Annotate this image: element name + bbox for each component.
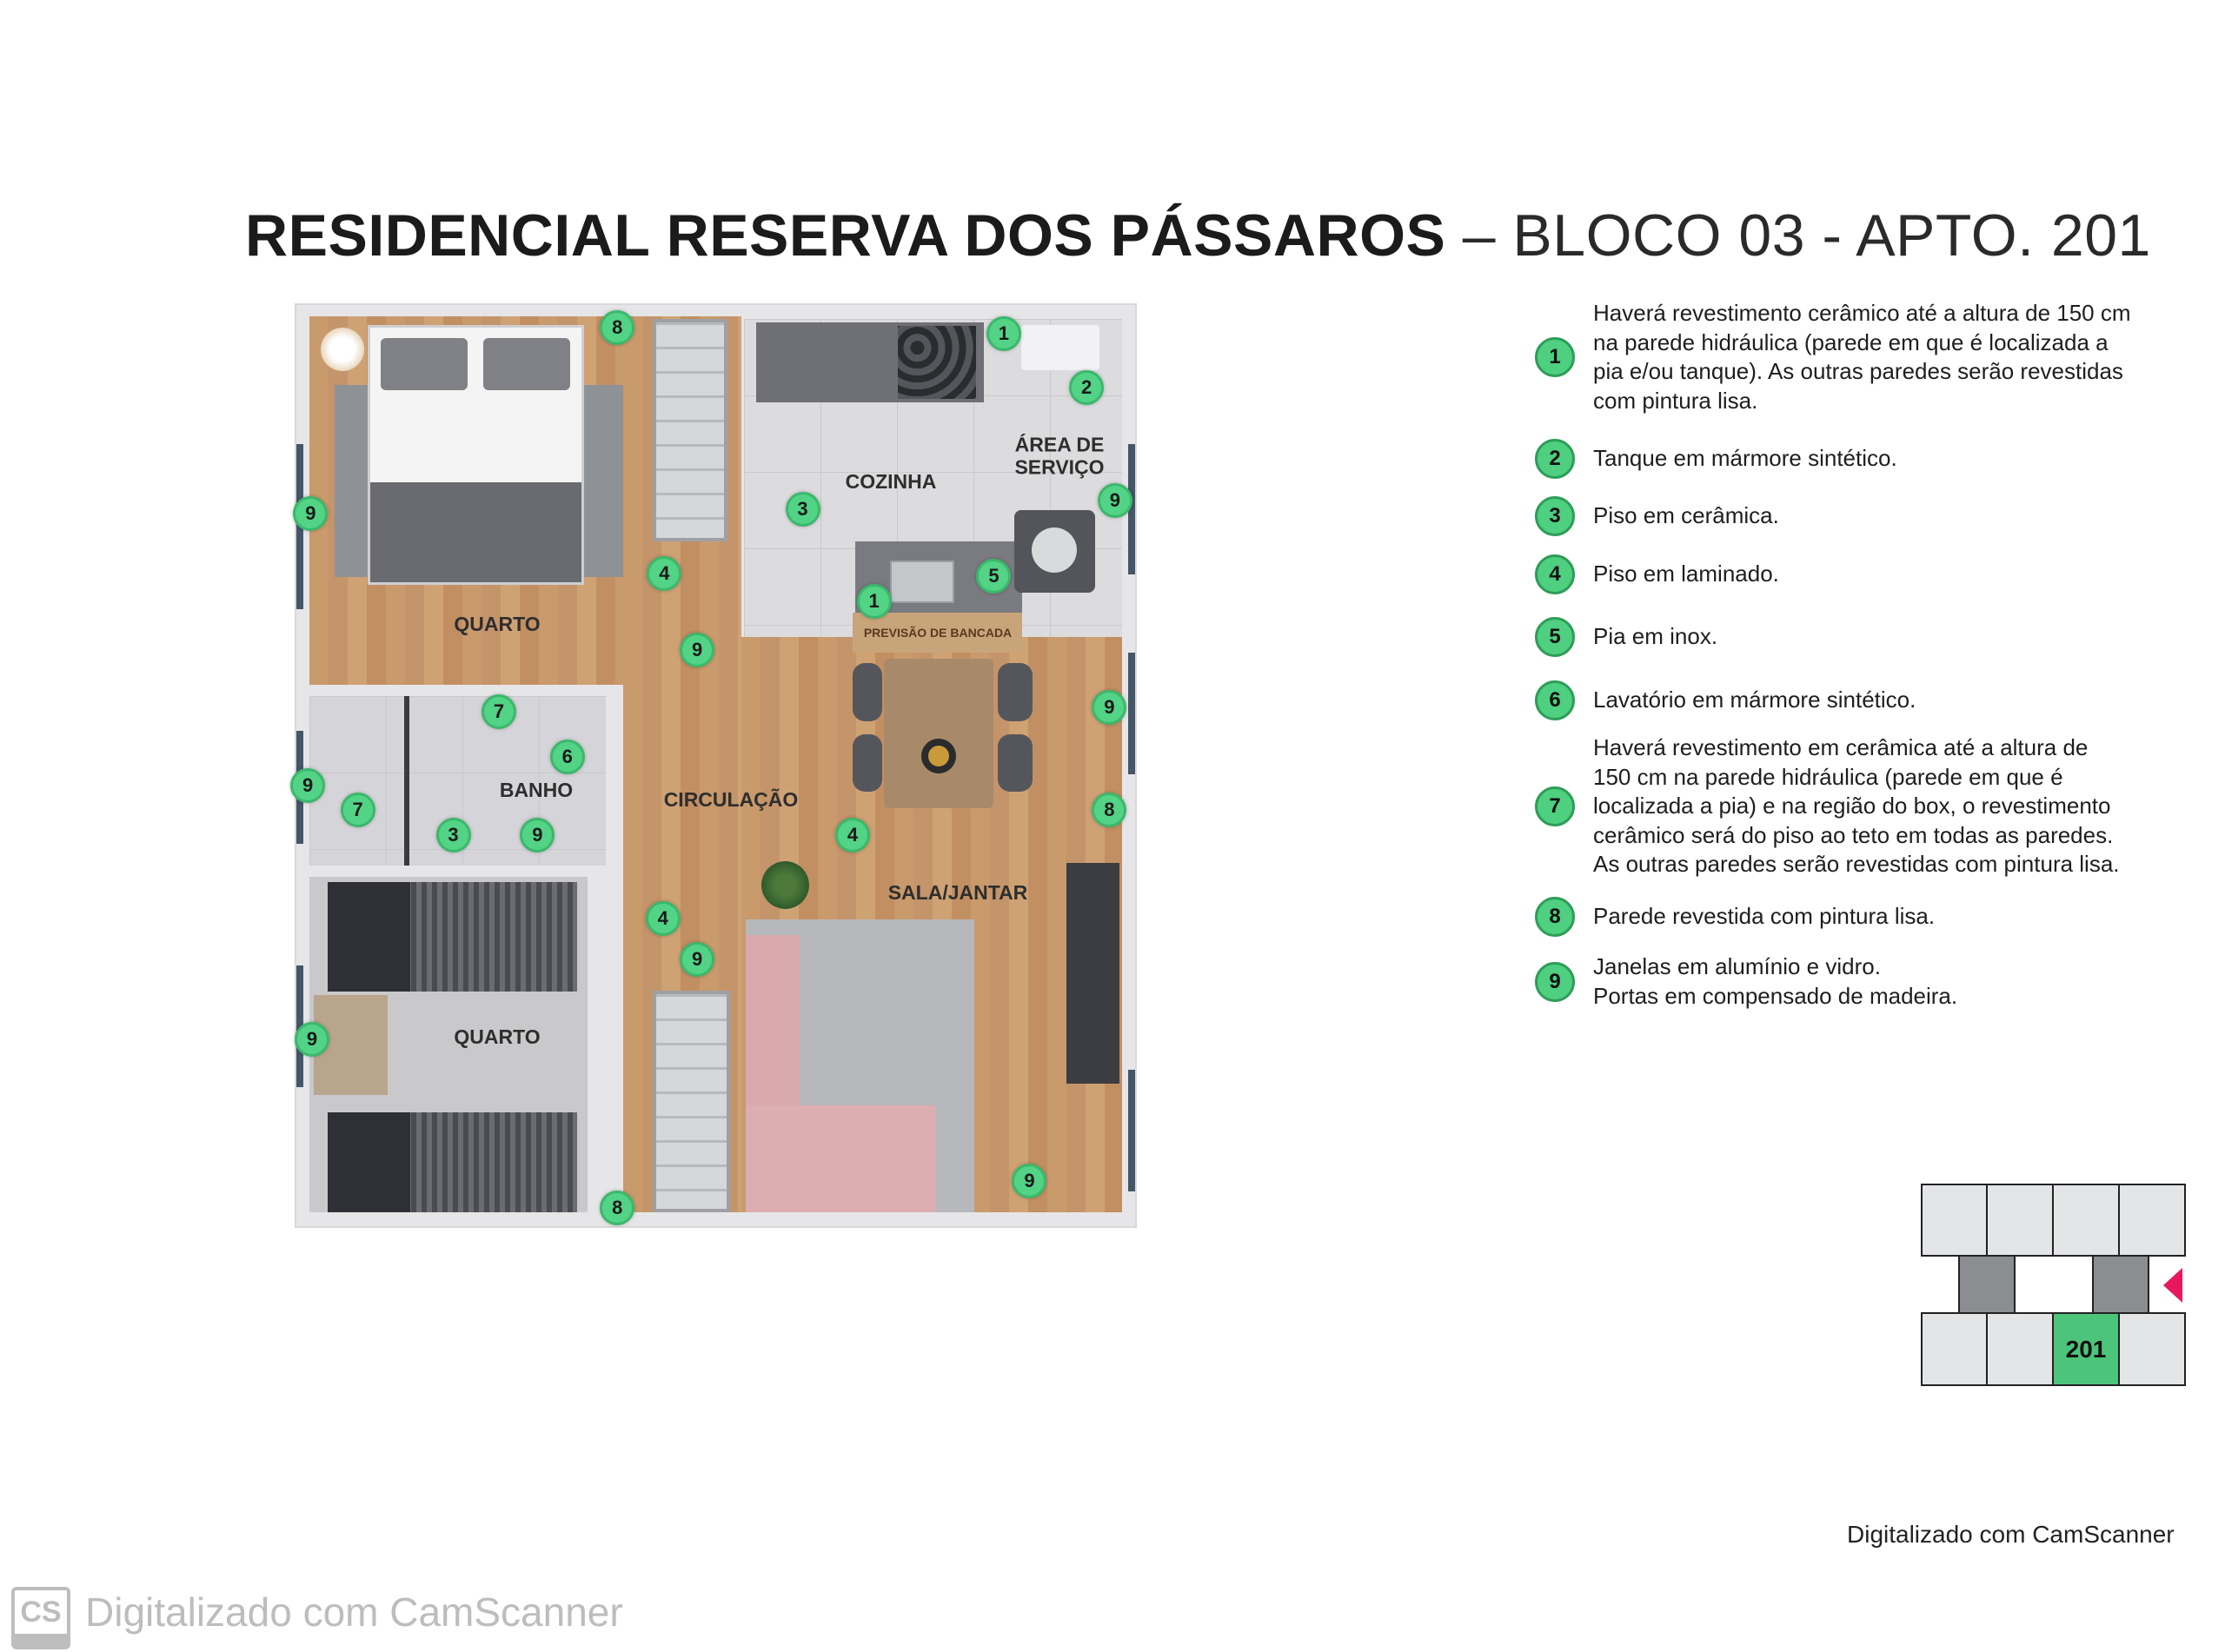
unit-cell [1921,1312,1988,1386]
bathroom-divider [404,696,409,866]
room-label-quarto: QUARTO [454,612,541,635]
stair-cell [2092,1255,2149,1314]
pillow [483,338,570,390]
legend-line: Haverá revestimento em cerâmica até a altura de [1593,734,2089,760]
bed-blanket [370,482,581,582]
plan-marker-3: 3 [436,818,471,853]
legend-item-4 [1593,560,2202,589]
legend-item-5 [1593,622,2202,652]
legend-marker-9: 9 [1535,962,1575,1002]
floor-plan [296,305,1135,1226]
bed-pillow [328,882,410,992]
plan-marker-4: 4 [646,901,681,936]
pillow [381,338,468,390]
plan-marker-6: 6 [550,740,585,774]
unit-cell [2118,1312,2186,1386]
window [1128,653,1135,774]
chair [998,663,1033,721]
unit-cell [2052,1184,2120,1257]
camscanner-watermark: Digitalizado com CamScanner [85,1589,623,1635]
legend-item-6 [1593,686,2202,715]
plan-marker-9: 9 [1012,1164,1046,1198]
washer-drum [1032,527,1077,573]
unit-cell [2118,1184,2186,1257]
legend-item-9 [1593,952,2202,1011]
legend-marker-1: 1 [1535,337,1575,377]
legend-line: cerâmico será do piso ao teto em todas as paredes. [1593,821,2114,848]
sofa-chaise [746,1105,935,1212]
double-bed [368,325,584,585]
legend-marker-2: 2 [1535,439,1575,479]
room-label-cozinha: COZINHA [845,469,937,493]
bed-pillow [328,1112,410,1212]
legend-line: Portas em compensado de madeira. [1593,982,1958,1009]
stair-cell [1958,1255,2016,1314]
room-label-banho: BANHO [499,778,574,801]
plan-marker-9: 9 [680,942,714,977]
plan-marker-3: 3 [786,492,820,527]
legend-line: com pintura lisa. [1593,387,1758,414]
plan-marker-8: 8 [600,310,634,345]
fruit-bowl [921,739,956,773]
legend-line: pia e/ou tanque). As outras paredes serão revestidas [1593,358,2123,385]
legend-line: Piso em laminado. [1593,561,1779,587]
plan-marker-5: 5 [976,559,1011,594]
legend-marker-3: 3 [1535,496,1575,536]
legend-marker-8: 8 [1535,897,1575,937]
plan-marker-8: 8 [1092,793,1126,827]
legend-line: localizada a pia) e na região do box, o revestimento [1593,793,2111,819]
plan-marker-2: 2 [1069,370,1104,405]
chair [998,734,1033,792]
laundry-tank [1021,325,1099,370]
plan-marker-4: 4 [835,818,870,853]
single-bed [328,882,577,992]
plan-marker-9: 9 [680,633,714,667]
plan-marker-9: 9 [290,768,325,803]
chair [853,734,882,792]
plan-marker-9: 9 [520,818,555,853]
legend-line: Parede revestida com pintura lisa. [1593,903,1936,929]
title-project: RESIDENCIAL RESERVA DOS PÁSSAROS [245,202,1446,269]
legend-marker-6: 6 [1535,680,1575,720]
legend-item-7 [1593,733,2202,879]
scanner-note: Digitalizado com CamScanner [1847,1521,2175,1548]
legend-line: Lavatório em mármore sintético. [1593,687,1916,713]
chair [853,663,882,721]
single-bed [328,1112,577,1212]
selected-unit-201: 201 [2052,1312,2120,1386]
block-location-map [1921,1184,2186,1387]
unit-cell [1986,1184,2054,1257]
plan-marker-7: 7 [341,793,375,827]
plan-marker-8: 8 [600,1191,634,1225]
dining-table [884,659,993,808]
legend-line: Janelas em alumínio e vidro. [1593,953,1881,979]
legend-marker-7: 7 [1535,786,1575,826]
plan-marker-9: 9 [295,1022,329,1057]
location-pointer-icon [2163,1268,2182,1303]
title-separator: – [1445,202,1513,269]
legend-marker-5: 5 [1535,617,1575,657]
legend-item-1 [1593,299,2202,415]
plan-marker-1: 1 [986,316,1021,351]
wardrobe-top [653,319,727,541]
bancada-label: PREVISÃO DE BANCADA [863,625,1013,640]
window [1128,1070,1135,1191]
plan-marker-4: 4 [647,556,681,591]
legend-line: As outras paredes serão revestidas com pintura lisa. [1593,851,2120,878]
room-label-area-servico: ÁREA DE SERVIÇO [1014,433,1105,479]
washing-machine [1014,510,1095,593]
legend-line: Haverá revestimento cerâmico até a altura de 150 cm [1593,300,2131,326]
title-unit: BLOCO 03 - APTO. 201 [1512,202,2151,269]
legend-item-8 [1593,902,2202,932]
plan-marker-9: 9 [1092,690,1126,725]
room-label-sala-jantar: SALA/JANTAR [887,880,1028,904]
legend-marker-4: 4 [1535,554,1575,594]
lamp-icon [321,328,364,371]
unit-cell [1921,1184,1988,1257]
camscanner-logo-icon: CS [11,1587,70,1649]
plan-marker-1: 1 [857,584,892,619]
unit-cell [1986,1312,2054,1386]
legend-line: Tanque em mármore sintético. [1593,445,1897,471]
wardrobe-bottom [653,991,730,1212]
page-title [245,202,2151,269]
plant-icon [761,861,809,909]
tv-panel [1066,863,1119,1084]
plan-marker-9: 9 [1098,483,1132,518]
sink-icon [890,561,954,603]
legend-line: Piso em cerâmica. [1593,502,1779,528]
legend-line: Pia em inox. [1593,623,1718,649]
plan-marker-9: 9 [293,496,328,531]
legend-line: na parede hidráulica (parede em que é localizada a [1593,328,2109,355]
stove-icon [898,326,976,399]
legend-item-3 [1593,501,2202,531]
legend-line: 150 cm na parede hidráulica (parede em que é [1593,763,2063,790]
plan-marker-7: 7 [482,694,516,729]
legend-item-2 [1593,444,2202,474]
room-label-quarto-2: QUARTO [454,1025,541,1048]
room-label-circulacao: CIRCULAÇÃO [663,787,799,811]
